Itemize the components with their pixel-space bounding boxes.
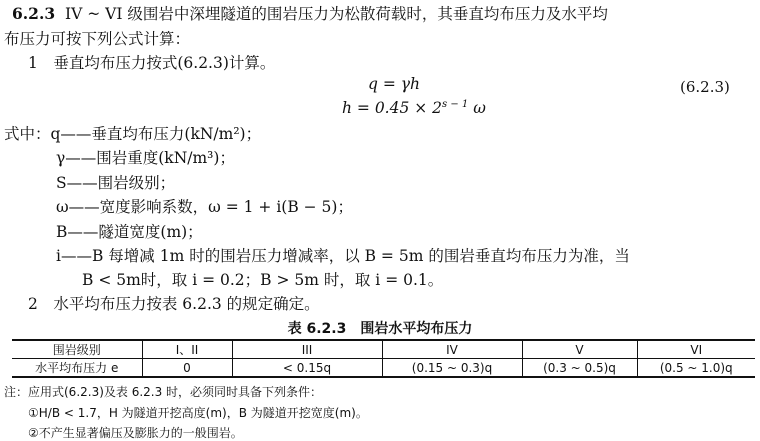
definition-omega: ω——宽度影响系数，ω = 1 + i(B − 5)； — [56, 198, 353, 216]
table-header-cell: IV — [382, 340, 522, 359]
table-header-row — [12, 340, 755, 359]
table-header-cell: VI — [637, 340, 755, 359]
table-title: 表 6.2.3 围岩水平均布压力 — [287, 321, 473, 337]
definition-i-cont: B < 5m时，取 i = 0.2；B > 5m 时，取 i = 0.1。 — [82, 271, 444, 289]
heading-text-2: 布压力可按下列公式计算： — [4, 30, 191, 48]
table-cell: (0.15 ~ 0.3)q — [382, 359, 522, 378]
table-cell: 0 — [142, 359, 232, 378]
table-cell: 水平均布压力 e — [12, 359, 142, 378]
table-row — [12, 359, 755, 378]
table-header-cell: III — [232, 340, 382, 359]
note-1: ①H/B < 1.7，H 为隧道开挖高度(m)，B 为隧道开挖宽度(m)。 — [28, 406, 368, 420]
definition-b: B——隧道宽度(m)； — [56, 223, 203, 241]
heading-text-1: IV ~ VI 级围岩中深埋隧道的围岩压力为松散荷载时，其垂直均布压力及水平均 — [65, 5, 608, 23]
definition-i: i——B 每增减 1m 时的围岩压力增减率，以 B = 5m 的围岩垂直均布压力为准，当 — [56, 247, 630, 265]
table-header-cell: I、II — [142, 340, 232, 359]
section-number: 6.2.3 — [12, 4, 56, 23]
equation-number: (6.2.3) — [680, 78, 730, 96]
item-1: 1 垂直均布压力按式(6.2.3)计算。 — [28, 54, 276, 72]
definition-s: S——围岩级别； — [56, 174, 176, 192]
note-2: ②不产生显著偏压及膨胀力的一般围岩。 — [28, 426, 243, 440]
table-cell: < 0.15q — [232, 359, 382, 378]
note-intro: 注：应用式(6.2.3)及表 6.2.3 时，必须同时具备下列条件： — [4, 385, 323, 399]
pressure-table — [12, 339, 755, 378]
formula-line-2 — [342, 99, 486, 117]
section-heading — [12, 4, 608, 24]
table-header-cell: V — [522, 340, 637, 359]
table-cell: (0.5 ~ 1.0)q — [637, 359, 755, 378]
formula-line-2-base: h = 0.45 × 2 — [342, 99, 443, 118]
definition-q: 式中：q——垂直均布压力(kN/m²)； — [4, 125, 262, 143]
formula-line-1: q = γh — [368, 75, 421, 93]
table-cell: (0.3 ~ 0.5)q — [522, 359, 637, 378]
item-2: 2 水平均布压力按表 6.2.3 的规定确定。 — [28, 295, 320, 313]
formula-line-2-omega: ω — [473, 99, 486, 118]
formula-line-2-exponent: s − 1 — [442, 99, 469, 110]
table-header-cell: 围岩级别 — [12, 340, 142, 359]
definition-gamma: γ——围岩重度(kN/m³)； — [56, 149, 235, 167]
